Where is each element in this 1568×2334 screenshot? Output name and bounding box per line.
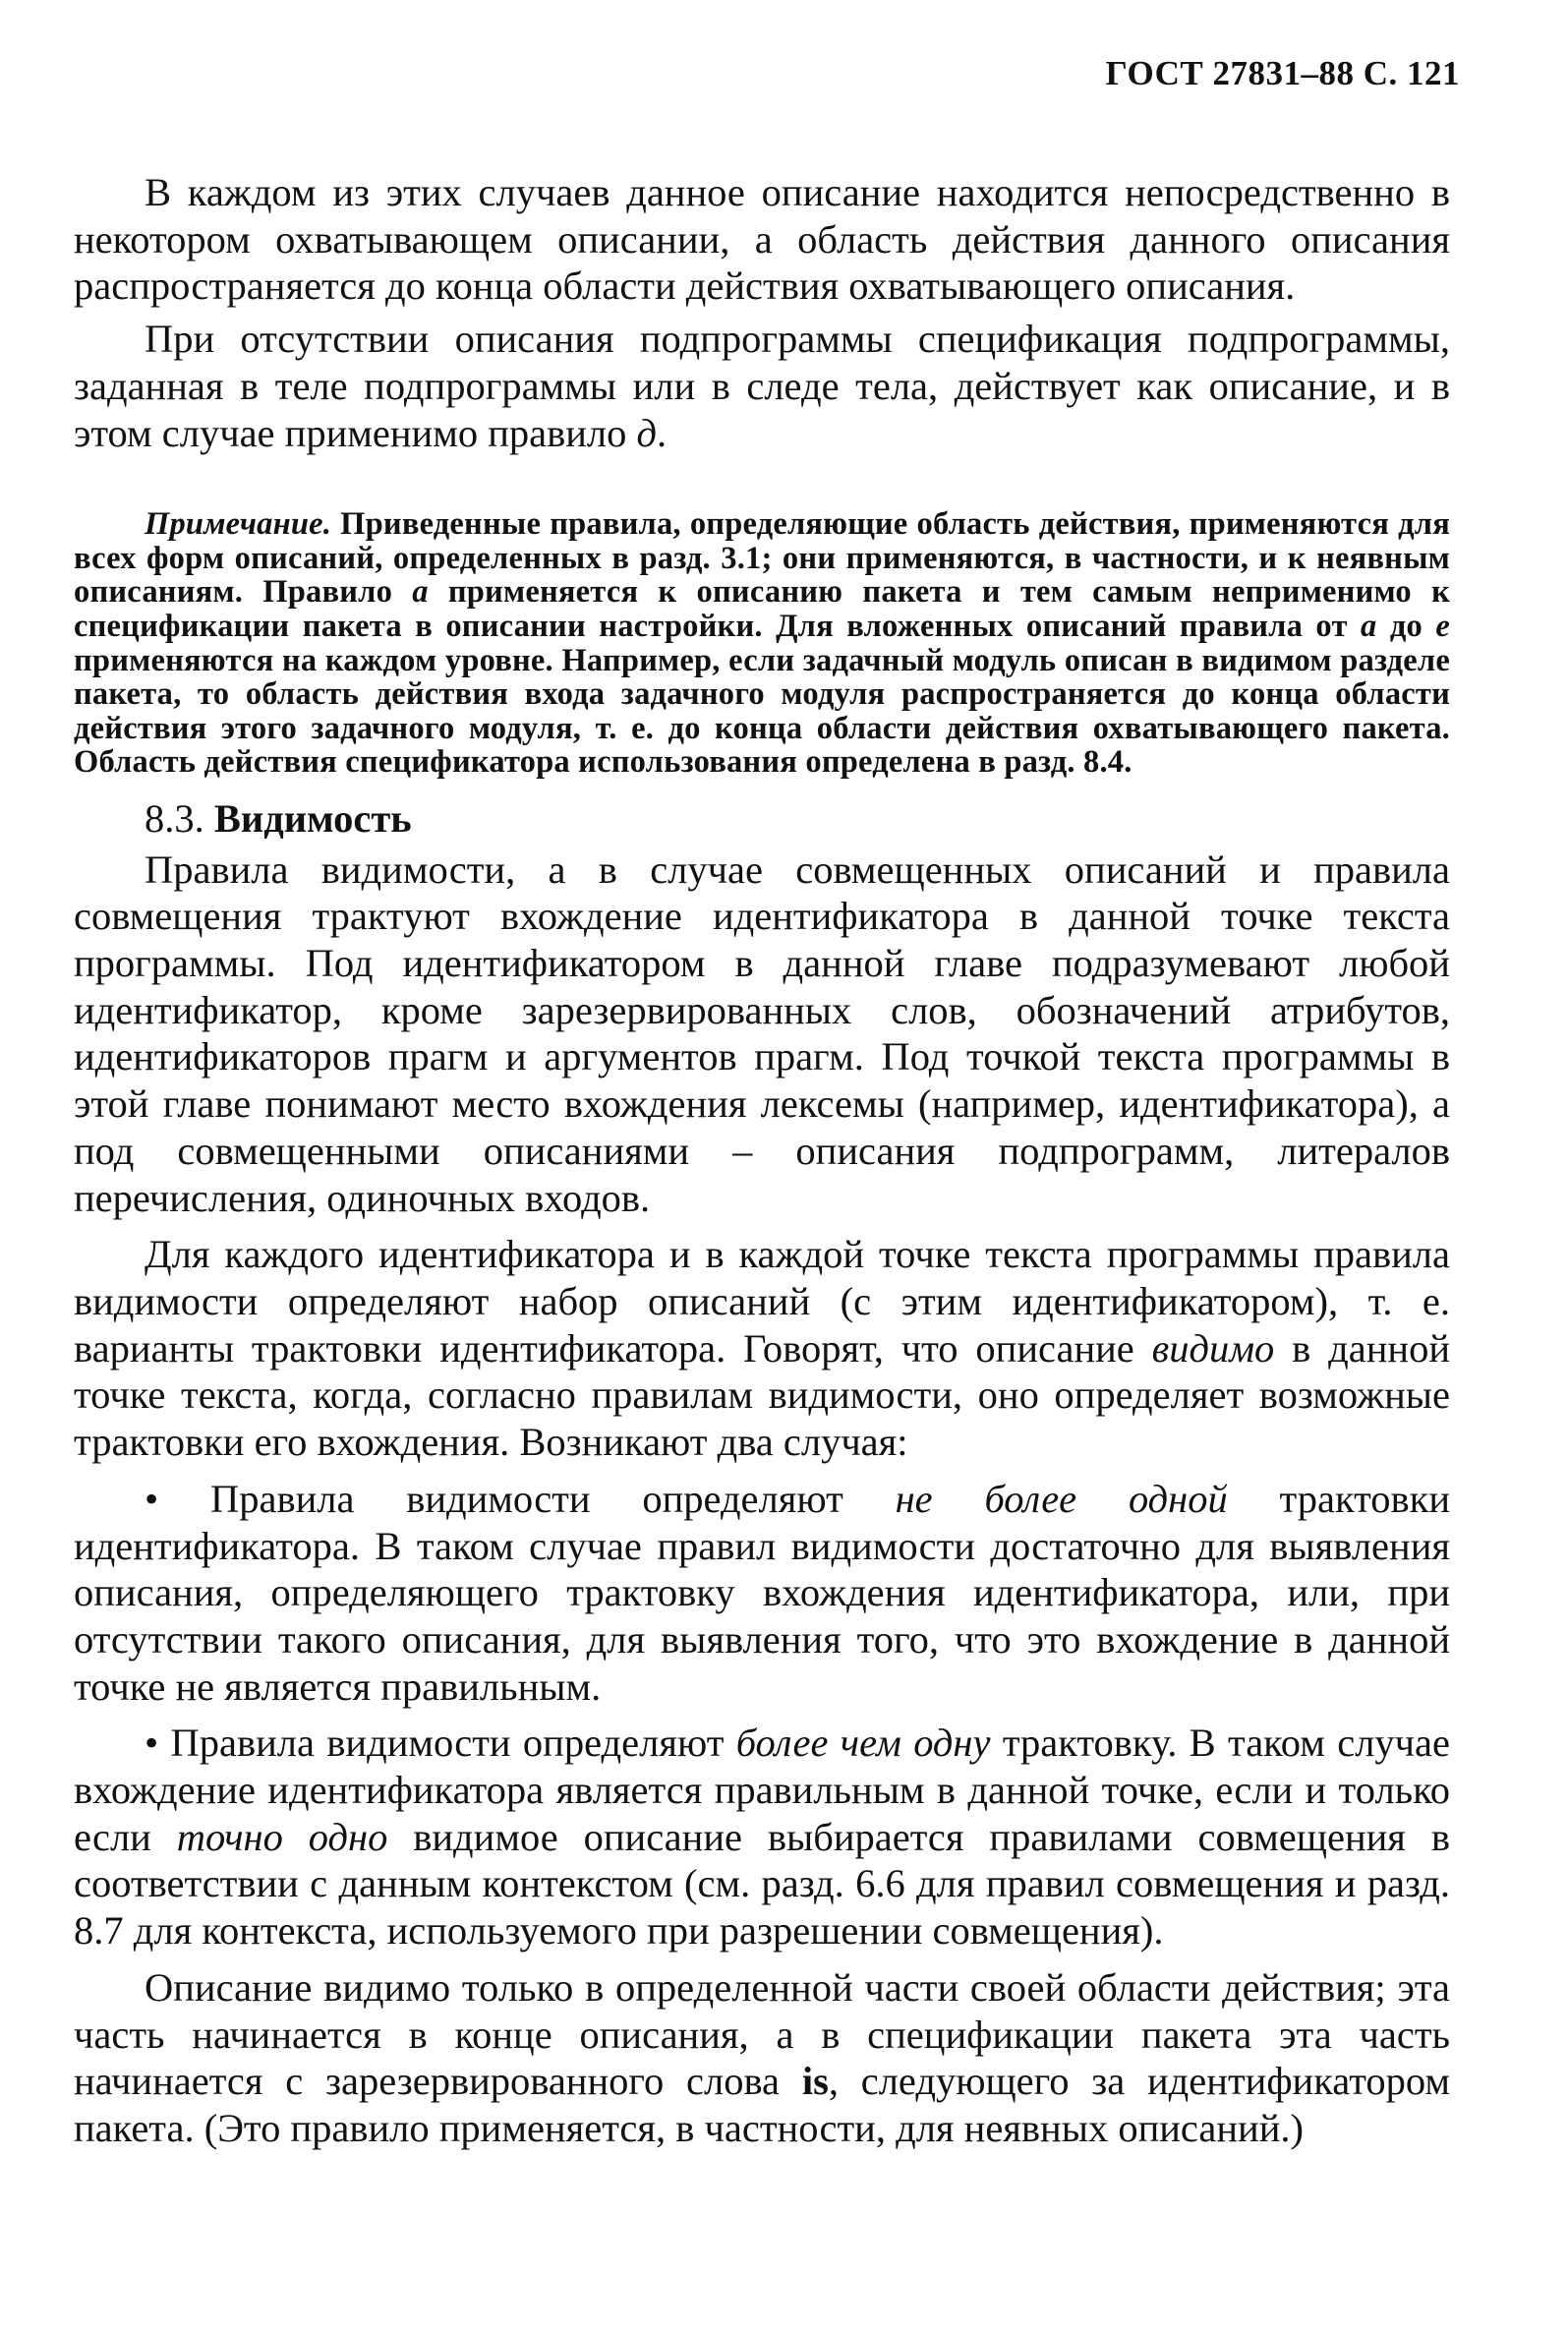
paragraph-text: трактовку. В таком случае вхождение идентификатора является правильным в данной точке, если и только если — [74, 1721, 1450, 1859]
section-title: Видимость — [213, 795, 412, 841]
paragraph-text: Описание видимо только в определенной части своей области действия; эта часть начинается в конце описания, а в спецификации пакета эта часть начинается с зарезервированного слова — [74, 1964, 1450, 2104]
paragraph-text: • Правила видимости определяют — [145, 1721, 736, 1766]
body-text — [74, 169, 1450, 2152]
paragraph-text: трактовки идентификатора. В таком случае правил видимости достаточно для выявления описания, определяющего трактовку вхождения идентификатора, или, при отсутствии такого описания, для выявления того, что это вхождение в данной точке не является правильным. — [74, 1476, 1450, 1709]
paragraph-visibility-1 — [74, 846, 1450, 1222]
note — [74, 507, 1450, 780]
section-heading — [74, 795, 1450, 843]
bullet-item-2 — [74, 1720, 1450, 1955]
bullet-item-1 — [74, 1476, 1450, 1711]
paragraph-visibility-3 — [74, 1964, 1450, 2152]
rule-letter: а — [412, 574, 429, 611]
section-number: 8.3. — [145, 795, 214, 841]
paragraph-text: . — [657, 410, 668, 455]
paragraph-scope-2 — [74, 316, 1450, 456]
note-text: до — [1376, 609, 1436, 644]
note-text: применяются на каждом уровне. Например, если задачный модуль описан в видимом разделе пакета, то область действия входа задачного модуля распространяется до конца области действия этого задачного модуля, т. е. до конца области действия охватывающего пакета. Область действия спецификатора использования определена в разд. 8.4. — [74, 642, 1450, 781]
page-header: ГОСТ 27831–88 С. 121 — [1105, 54, 1460, 92]
note-label: Примечание. — [145, 506, 332, 543]
document-page — [74, 0, 1460, 2334]
emphasis-text: видимо — [1151, 1325, 1275, 1371]
rule-letter: а — [1361, 609, 1377, 644]
paragraph-text: в данной точке текста, когда, согласно правилам видимости, оно определяет возможные трактовки его вхождения. Возникают два случая: — [74, 1325, 1451, 1465]
paragraph-text: • Правила видимости определяют — [145, 1476, 896, 1521]
paragraph-text: , следующего за идентификатором пакета. (Это правило применяется, в частности, для неявных описаний.) — [74, 2059, 1450, 2150]
note-text: применяется к описанию пакета и тем самым неприменимо к спецификации пакета в описании настройки. Для вложенных описаний правила от — [74, 574, 1450, 644]
paragraph-text: Правила видимости, а в случае совмещенных описаний и правила совмещения трактуют вхождение идентификатора в данной точке текста программы. Под идентификатором в данной главе подразумевают любой идентификатор, кроме зарезервированных слов, обозначений атрибутов, идентификаторов прагм и аргументов прагм. Под точкой текста программы в этой главе понимают место вхождения лексемы (например, идентификатора), а под совмещенными описаниями – описания подпрограмм, литералов перечисления, одиночных входов. — [74, 846, 1450, 1220]
paragraph-text: Для каждого идентификатора и в каждой точке текста программы правила видимости определяют набор описаний (с этим идентификатором), т. е. варианты трактовки идентификатора. Говорят, что описание — [74, 1232, 1450, 1371]
note-text: Приведенные правила, определяющие область действия, применяются для всех форм описаний, определенных в разд. 3.1; они применяются, в частности, и к неявным описаниям. Правило — [74, 506, 1450, 611]
paragraph-text: В каждом из этих случаев данное описание находится непосредственно в некотором охватывающем описании, а область действия данного описания распространяется до конца области действия охватывающего описания. — [74, 170, 1450, 309]
paragraph-scope-1 — [74, 169, 1450, 310]
emphasis-text: точно одно — [176, 1814, 388, 1859]
emphasis-text: более чем одну — [735, 1721, 991, 1766]
reserved-word: is — [801, 2059, 829, 2104]
rule-letter: е — [1435, 609, 1450, 644]
rule-letter: д — [636, 410, 657, 455]
emphasis-text: не более одной — [895, 1476, 1228, 1521]
paragraph-text: При отсутствии описания подпрограммы спецификация подпрограммы, заданная в теле подпрограммы или в следе тела, действует как описание, и в этом случае применимо правило — [74, 317, 1450, 455]
paragraph-visibility-2 — [74, 1231, 1450, 1466]
paragraph-text: видимое описание выбирается правилами совмещения в соответствии с данным контекстом (см. разд. 6.6 для правил совмещения и разд. 8.7 для контекста, используемого при разрешении совмещения). — [74, 1814, 1450, 1954]
